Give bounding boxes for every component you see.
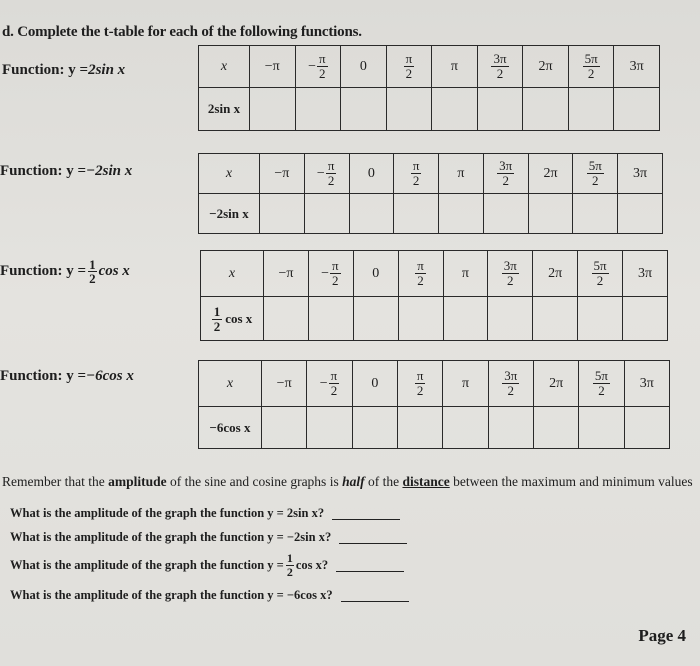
x-value-cell: 2π (533, 361, 578, 407)
function-prefix: Function: y = (2, 62, 89, 78)
x-header-cell: x (199, 361, 262, 407)
x-value-cell: − $\frac{\pi}{2}$ (308, 251, 353, 297)
t-table-2 (198, 153, 663, 234)
x-value-cell: 0 (349, 154, 394, 194)
x-value-cell: 3π 2 (477, 46, 523, 88)
x-value-cell: 2π (523, 46, 569, 88)
answer-blank-1[interactable] (332, 507, 400, 520)
answer-cell[interactable] (477, 88, 523, 131)
y-header-cell: 2sin x (199, 88, 250, 131)
x-value-cell: π 2 (394, 154, 439, 194)
answer-cell[interactable] (307, 407, 352, 449)
x-value-cell: −π (264, 251, 309, 297)
x-row (199, 154, 663, 194)
section-heading: d. Complete the t-table for each of the following functions. (2, 24, 362, 40)
x-row (199, 361, 670, 407)
answer-cell[interactable] (483, 194, 528, 234)
answer-cell[interactable] (352, 407, 397, 449)
x-value-cell: π 2 (386, 46, 432, 88)
x-value-cell: π 2 (397, 361, 442, 407)
function-prefix: Function: y = (0, 163, 87, 179)
answer-cell[interactable] (624, 407, 669, 449)
y-header-cell: 1 2 cos x (201, 297, 264, 341)
x-value-cell: 3π (623, 251, 668, 297)
x-row (201, 251, 668, 297)
answer-cell[interactable] (397, 407, 442, 449)
answer-blank-3[interactable] (336, 559, 404, 572)
answer-cell[interactable] (398, 297, 443, 341)
answer-blank-4[interactable] (341, 589, 409, 602)
answer-cell[interactable] (304, 194, 349, 234)
answer-cell[interactable] (432, 88, 478, 131)
x-value-cell: 2π (528, 154, 573, 194)
answer-cell[interactable] (308, 297, 353, 341)
answer-cell[interactable] (264, 297, 309, 341)
answer-cell[interactable] (578, 297, 623, 341)
y-row (199, 194, 663, 234)
x-value-cell: 3π (614, 46, 660, 88)
function-expression: 2sin x (88, 62, 126, 78)
answer-blank-2[interactable] (339, 531, 407, 544)
answer-cell[interactable] (439, 194, 484, 234)
x-header-cell: x (201, 251, 264, 297)
function-label-4 (0, 368, 134, 385)
answer-cell[interactable] (386, 88, 432, 131)
answer-cell[interactable] (443, 407, 488, 449)
x-value-cell: 0 (353, 251, 398, 297)
x-value-cell: −π (260, 154, 305, 194)
page-number: Page 4 (638, 626, 686, 645)
x-value-cell: 5π 2 (579, 361, 624, 407)
function-prefix: Function: y = (0, 263, 87, 279)
function-prefix: Function: y = (0, 368, 87, 384)
x-row (199, 46, 660, 88)
answer-cell[interactable] (250, 88, 296, 131)
answer-cell[interactable] (262, 407, 307, 449)
x-value-cell: − $\frac{\pi}{2}$ (304, 154, 349, 194)
x-value-cell: π (443, 361, 488, 407)
answer-cell[interactable] (295, 88, 341, 131)
x-value-cell: 3π 2 (483, 154, 528, 194)
x-header-cell: x (199, 46, 250, 88)
x-value-cell: 3π (618, 154, 663, 194)
y-header-cell: −6cos x (199, 407, 262, 449)
answer-cell[interactable] (623, 297, 668, 341)
y-header-cell: −2sin x (199, 194, 260, 234)
answer-cell[interactable] (573, 194, 618, 234)
answer-cell[interactable] (568, 88, 614, 131)
question-4: What is the amplitude of the graph the function y = −6cos x? (10, 588, 409, 603)
x-value-cell: 2π (533, 251, 578, 297)
answer-cell[interactable] (579, 407, 624, 449)
x-value-cell: π (432, 46, 478, 88)
x-value-cell: 0 (352, 361, 397, 407)
answer-cell[interactable] (523, 88, 569, 131)
question-fraction: $\frac{1}{2}$ (286, 551, 293, 579)
answer-cell[interactable] (618, 194, 663, 234)
function-expression: −2sin x (86, 163, 133, 179)
x-value-cell: 5π 2 (578, 251, 623, 297)
y-row (199, 88, 660, 131)
y-row (199, 407, 670, 449)
answer-cell[interactable] (488, 407, 533, 449)
function-fraction: $\frac{1}{2}$ (89, 257, 96, 286)
x-value-cell: π (439, 154, 484, 194)
t-table-3 (200, 250, 668, 341)
answer-cell[interactable] (533, 297, 578, 341)
function-expression: −6cos x (86, 368, 134, 384)
answer-cell[interactable] (443, 297, 488, 341)
function-label-3 (0, 258, 130, 285)
x-value-cell: − $\frac{\pi}{2}$ (307, 361, 352, 407)
x-value-cell: 3π 2 (488, 251, 533, 297)
amplitude-note: Remember that the amplitude of the sine and cosine graphs is half of the distance between the maximum and minimum values (2, 474, 693, 489)
t-table-1 (198, 45, 660, 131)
x-value-cell: −π (250, 46, 296, 88)
x-value-cell: 5π 2 (568, 46, 614, 88)
t-table-4 (198, 360, 670, 449)
question-1: What is the amplitude of the graph the function y = 2sin x? (10, 506, 400, 521)
x-value-cell: −π (262, 361, 307, 407)
x-value-cell: − $\frac{\pi}{2}$ (295, 46, 341, 88)
answer-cell[interactable] (341, 88, 387, 131)
answer-cell[interactable] (533, 407, 578, 449)
answer-cell[interactable] (488, 297, 533, 341)
function-expression: cos x (98, 263, 130, 279)
answer-cell[interactable] (349, 194, 394, 234)
x-value-cell: 3π 2 (488, 361, 533, 407)
answer-cell[interactable] (394, 194, 439, 234)
question-2: What is the amplitude of the graph the function y = −2sin x? (10, 530, 407, 545)
x-value-cell: π 2 (398, 251, 443, 297)
answer-cell[interactable] (528, 194, 573, 234)
x-value-cell: 5π 2 (573, 154, 618, 194)
x-value-cell: π (443, 251, 488, 297)
x-value-cell: 0 (341, 46, 387, 88)
answer-cell[interactable] (260, 194, 305, 234)
x-header-cell: x (199, 154, 260, 194)
function-label-1 (2, 62, 125, 79)
question-3: What is the amplitude of the graph the function y = $\frac{1}{2}$ cos x? (10, 552, 404, 579)
answer-cell[interactable] (353, 297, 398, 341)
x-value-cell: 3π (624, 361, 669, 407)
y-row (201, 297, 668, 341)
function-label-2 (0, 163, 132, 180)
answer-cell[interactable] (614, 88, 660, 131)
